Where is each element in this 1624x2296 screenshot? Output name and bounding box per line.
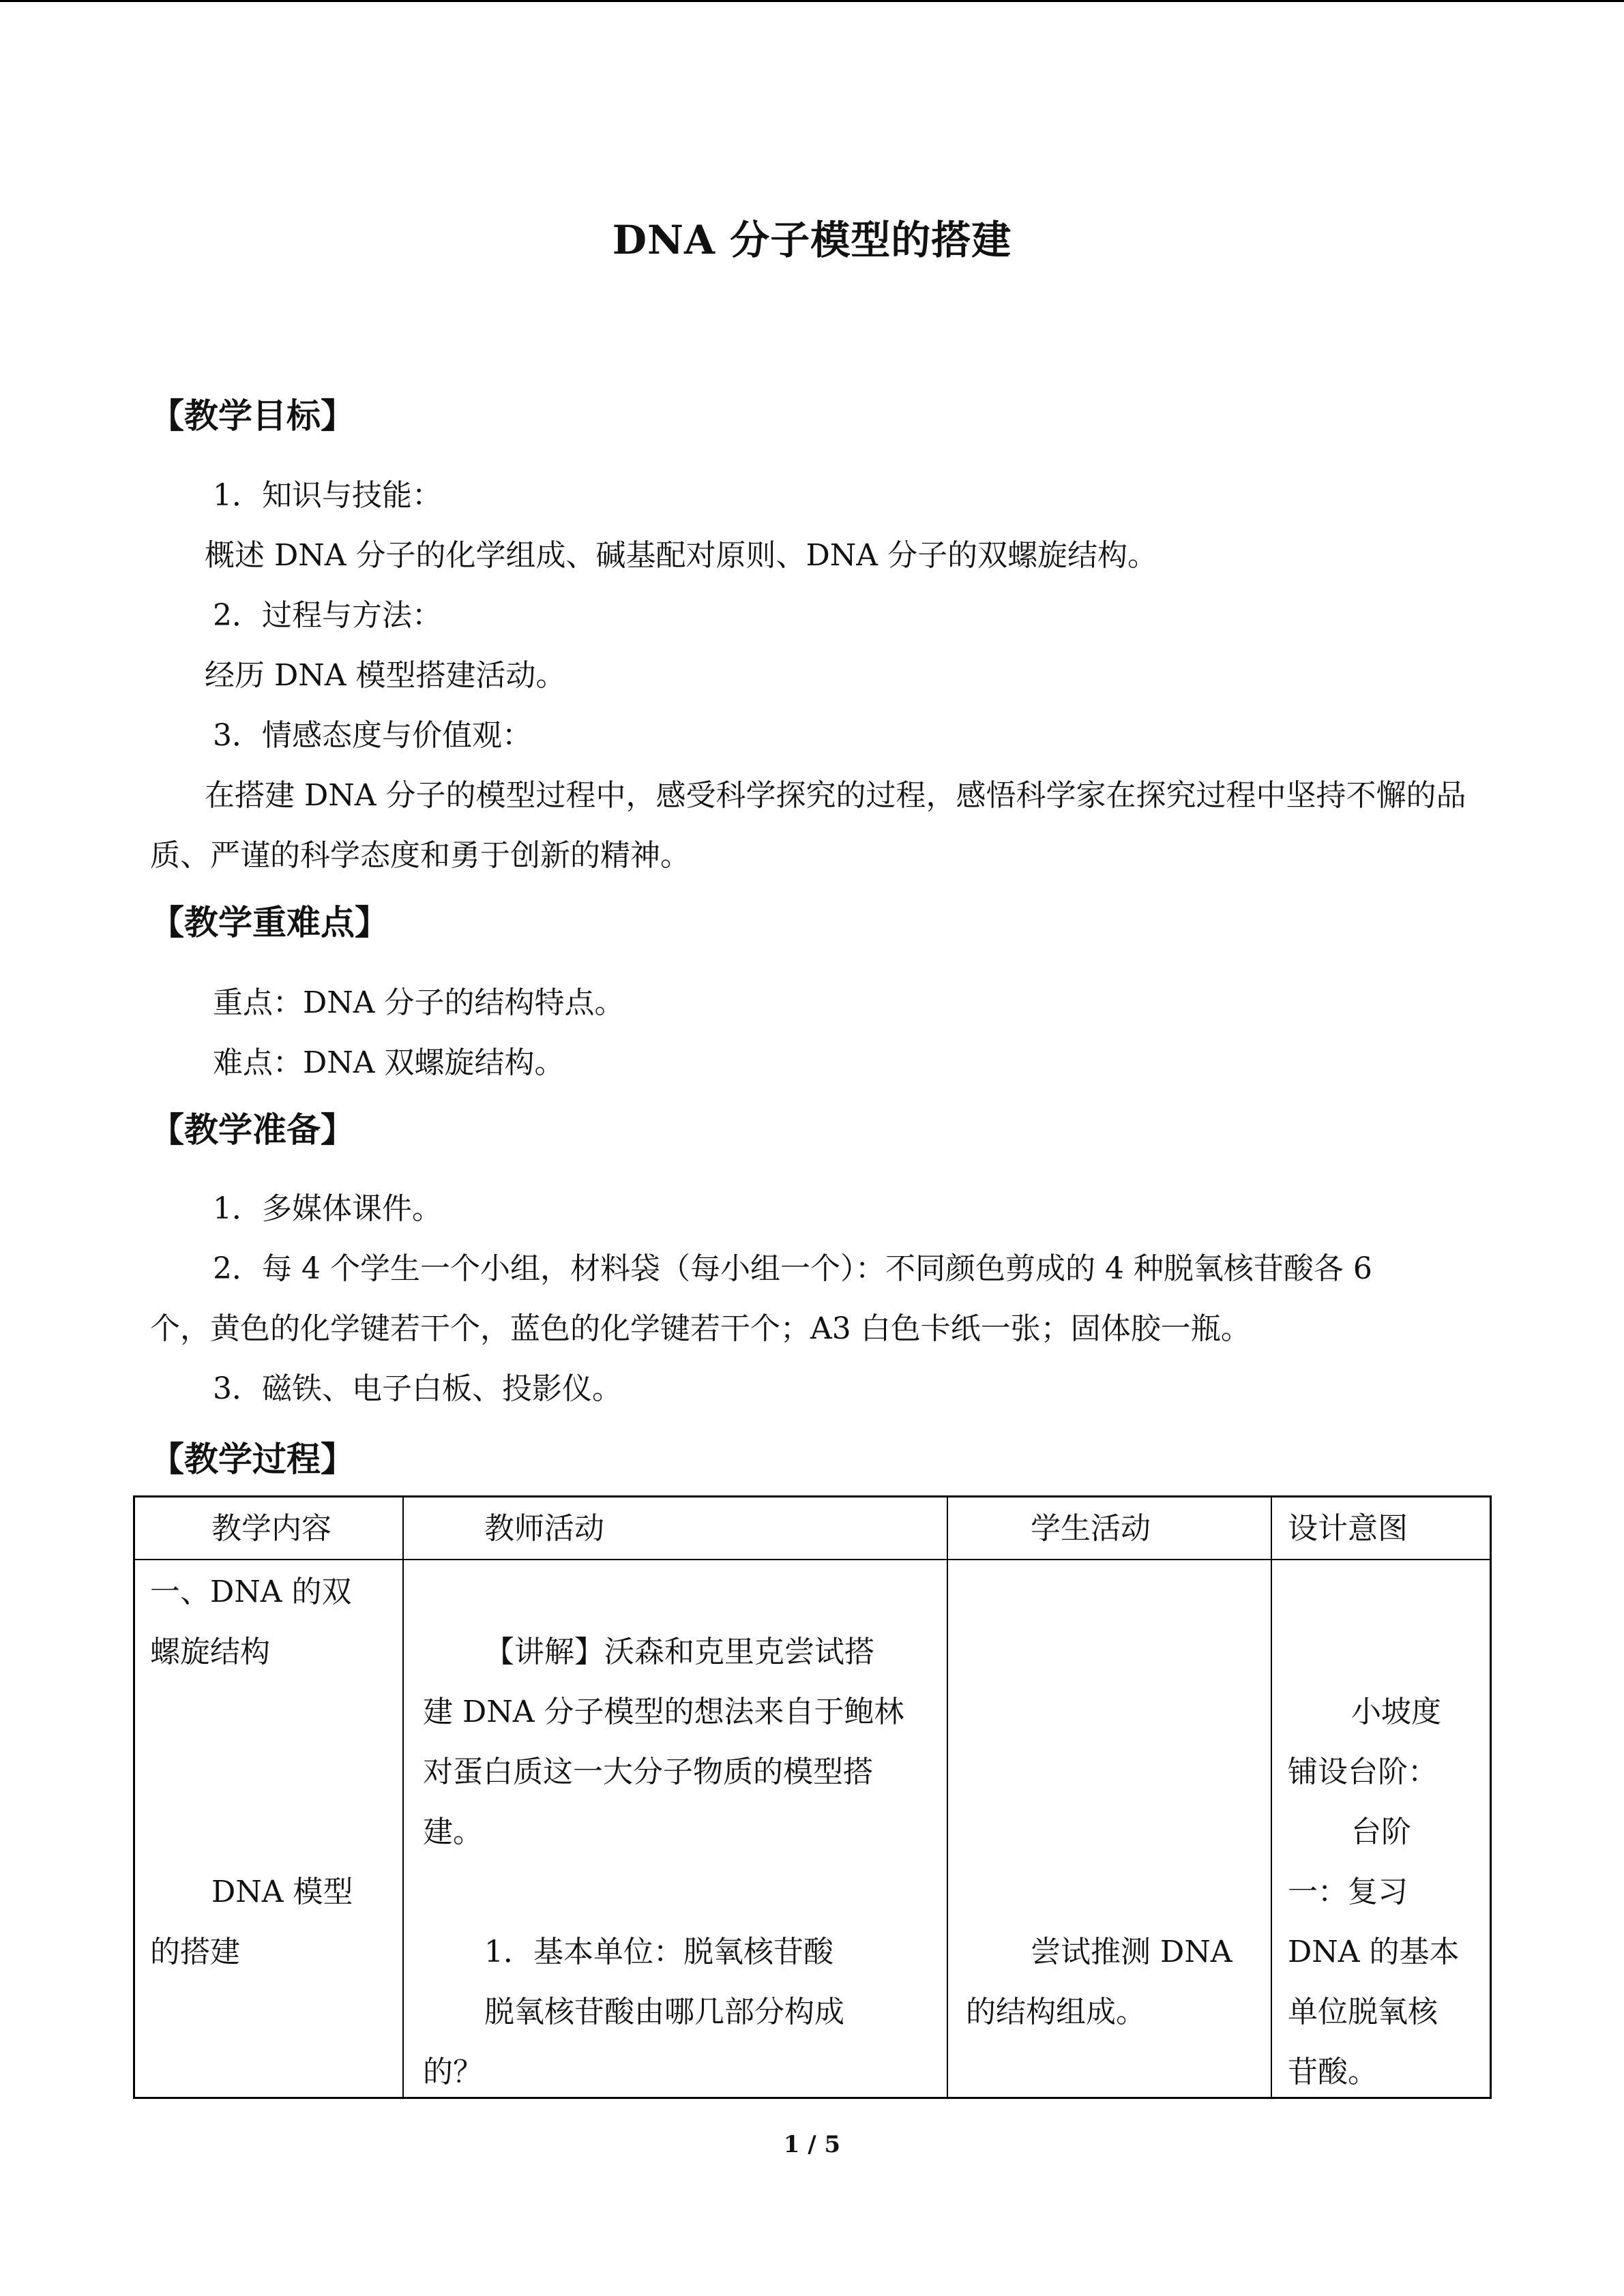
page-number: 1 / 5 xyxy=(783,2131,841,2158)
content-line-2: 螺旋结构 xyxy=(150,1635,270,1669)
key-point-2: 难点：DNA 双螺旋结构。 xyxy=(213,1045,565,1080)
student-line-2: 的结构组成。 xyxy=(966,1995,1146,2029)
intent-line-2: 铺设台阶： xyxy=(1288,1755,1438,1789)
content-line-3: DNA 模型 xyxy=(211,1875,353,1909)
prep-item-1: 1．多媒体课件。 xyxy=(213,1191,442,1226)
intent-line-5: DNA 的基本 xyxy=(1288,1935,1460,1969)
intent-line-7: 苷酸。 xyxy=(1288,2055,1378,2089)
content-line-1: 一、DNA 的双 xyxy=(150,1575,352,1609)
document-title: DNA 分子模型的搭建 xyxy=(612,217,1012,263)
top-border-line xyxy=(0,0,1624,2)
heading-preparation: 【教学准备】 xyxy=(150,1109,355,1150)
prep-item-3: 3．磁铁、电子白板、投影仪。 xyxy=(213,1371,622,1406)
student-line-1: 尝试推测 DNA xyxy=(1031,1935,1232,1969)
table-header-intent: 设计意图 xyxy=(1288,1511,1408,1546)
intent-line-6: 单位脱氧核 xyxy=(1288,1995,1438,2029)
table-col-divider-2 xyxy=(947,1497,948,2097)
goals-item-2: 概述 DNA 分子的化学组成、碱基配对原则、DNA 分子的双螺旋结构。 xyxy=(205,538,1158,573)
teacher-line-4: 建。 xyxy=(423,1815,483,1849)
table-col-divider-1 xyxy=(402,1497,404,2097)
table-header-teacher: 教师活动 xyxy=(484,1511,604,1546)
prep-item-2: 2．每 4 个学生一个小组，材料袋（每小组一个）：不同颜色剪成的 4 种脱氧核苷酸各 6 xyxy=(213,1251,1372,1286)
teacher-line-3: 对蛋白质这一大分子物质的模型搭 xyxy=(423,1755,873,1789)
teacher-line-1: 【讲解】沃森和克里克尝试搭 xyxy=(484,1635,874,1669)
teacher-line-2: 建 DNA 分子模型的想法来自于鲍林 xyxy=(423,1695,904,1729)
table-header-divider xyxy=(135,1559,1490,1560)
teacher-line-5: 1．基本单位：脱氧核苷酸 xyxy=(484,1935,833,1969)
content-line-4: 的搭建 xyxy=(150,1935,240,1969)
table-header-student: 学生活动 xyxy=(1031,1511,1151,1546)
process-table xyxy=(133,1495,1492,2099)
intent-line-1: 小坡度 xyxy=(1351,1695,1441,1729)
heading-teaching-goals: 【教学目标】 xyxy=(150,396,355,436)
intent-line-3: 台阶 xyxy=(1351,1815,1411,1849)
goals-item-4: 经历 DNA 模型搭建活动。 xyxy=(205,658,566,693)
table-col-divider-3 xyxy=(1271,1497,1272,2097)
goals-paragraph: 在搭建 DNA 分子的模型过程中，感受科学探究的过程，感悟科学家在探究过程中坚持不懈的品质、严谨的科学态度和勇于创新的精神。 xyxy=(150,778,1466,873)
teacher-line-7: 的？ xyxy=(423,2055,483,2089)
heading-key-points: 【教学重难点】 xyxy=(150,902,389,942)
heading-process: 【教学过程】 xyxy=(150,1439,355,1479)
goals-item-5: 3．情感态度与价值观： xyxy=(213,718,532,753)
prep-item-2-cont: 个，黄色的化学键若干个，蓝色的化学键若干个；A3 白色卡纸一张；固体胶一瓶。 xyxy=(150,1311,1251,1346)
intent-line-4: 一：复习 xyxy=(1288,1875,1408,1909)
table-header-content: 教学内容 xyxy=(211,1511,331,1546)
teacher-line-6: 脱氧核苷酸由哪几部分构成 xyxy=(484,1995,844,2029)
goals-item-3: 2．过程与方法： xyxy=(213,598,442,633)
key-point-1: 重点：DNA 分子的结构特点。 xyxy=(213,985,625,1020)
goals-item-1: 1．知识与技能： xyxy=(213,478,442,513)
